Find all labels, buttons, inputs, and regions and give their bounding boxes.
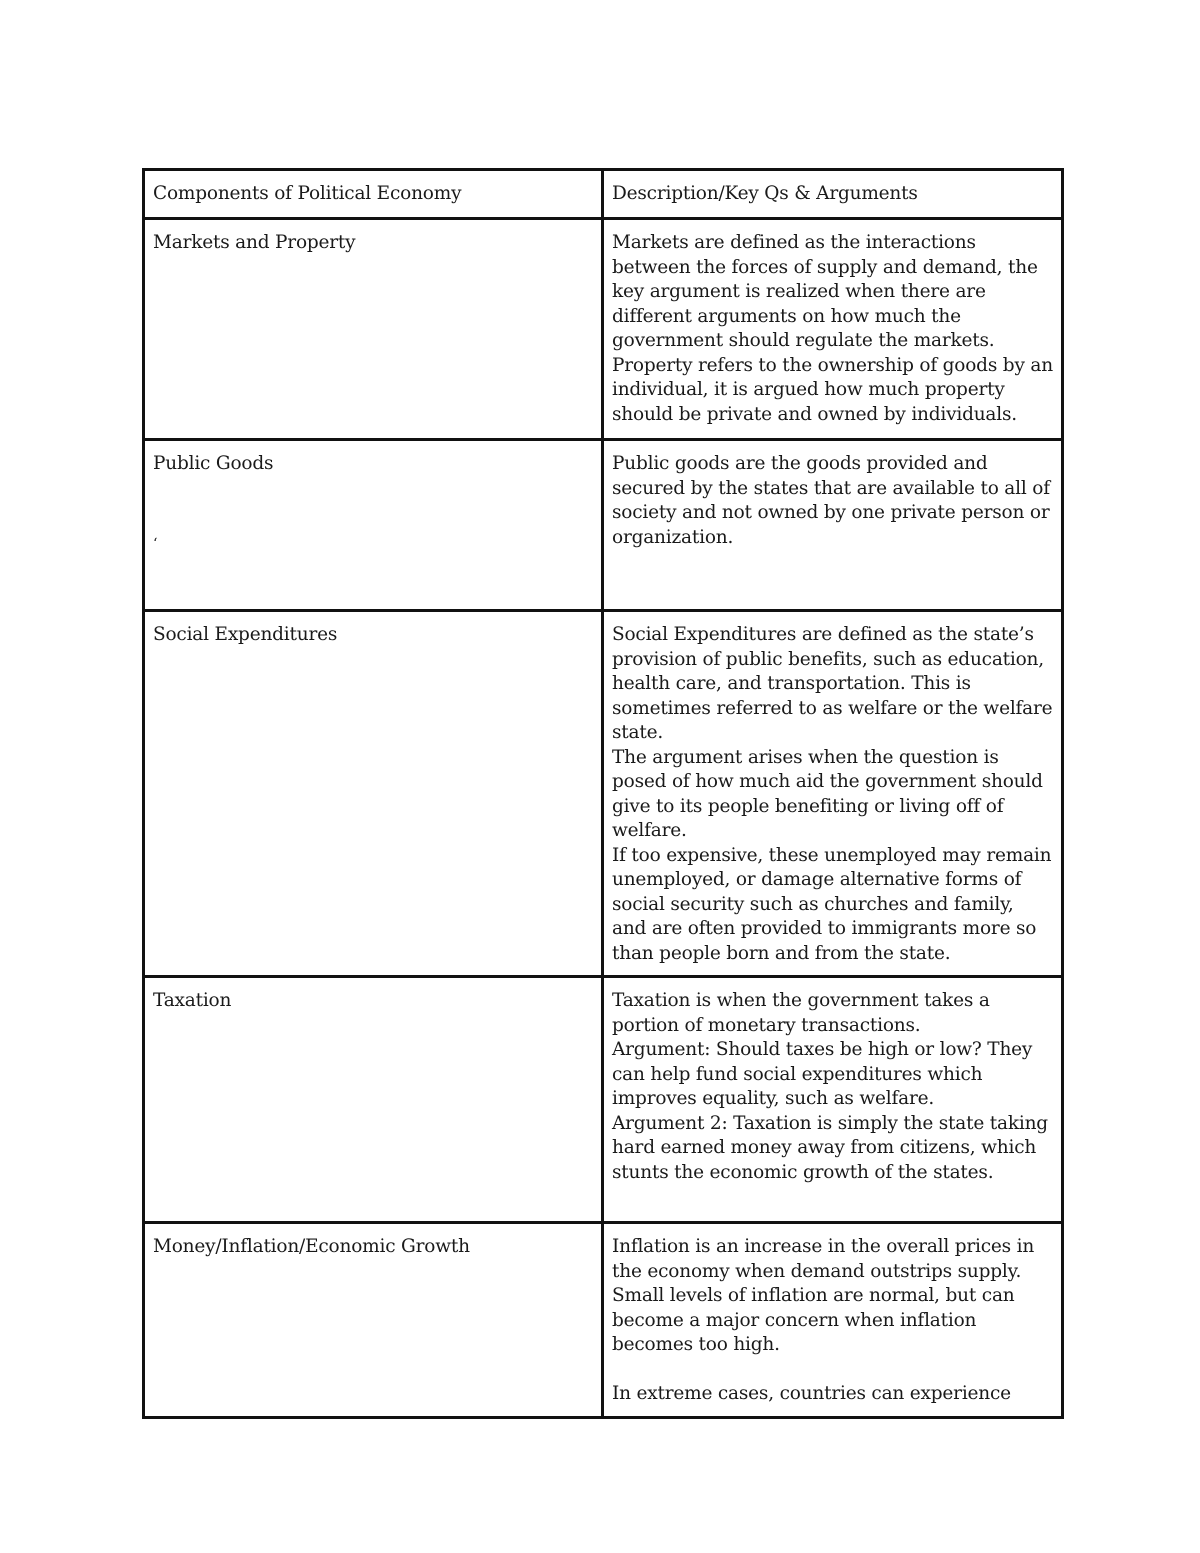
- header-description: Description/Key Qs & Arguments: [603, 170, 1063, 219]
- description-paragraph: If too expensive, these unemployed may remain unemployed, or damage alternative forms of social security such as churches and family, and are often provided to immigrants more so than people born and from the state.: [612, 844, 1052, 964]
- stray-mark: ‘: [153, 535, 158, 552]
- blank-line: [612, 1358, 1053, 1383]
- description-paragraph: Argument 2: Taxation is simply the state taking hard earned money away from citizens, which stunts the economic growth of the states.: [612, 1112, 1048, 1183]
- table-row: [144, 611, 1063, 977]
- political-economy-table: [142, 168, 1064, 1419]
- component-cell: [144, 440, 603, 611]
- table-row: [144, 219, 1063, 440]
- description-cell: [603, 1223, 1063, 1418]
- description-paragraph: Social Expenditures are defined as the state’s provision of public benefits, such as education, health care, and transportation. This is sometimes referred to as welfare or the welfare state.: [612, 624, 1053, 743]
- component-cell: Money/Inflation/Economic Growth: [144, 1223, 603, 1418]
- description-paragraph: Markets are defined as the interactions between the forces of supply and demand, the key argument is realized when there are different arguments on how much the government should regulate the markets.: [612, 232, 1038, 351]
- description-cell: [603, 219, 1063, 440]
- description-cell: [603, 611, 1063, 977]
- table-header-row: [144, 170, 1063, 219]
- table-row: [144, 977, 1063, 1223]
- description-paragraph: In extreme cases, countries can experience: [612, 1383, 1011, 1404]
- description-paragraph: The argument arises when the question is posed of how much aid the government should give to its people benefiting or living off of welfare.: [612, 746, 1043, 841]
- description-paragraph: Argument: Should taxes be high or low? They can help fund social expenditures which improves equality, such as welfare.: [612, 1039, 1033, 1109]
- description-paragraph: Taxation is when the government takes a portion of monetary transactions.: [612, 990, 990, 1036]
- description-paragraph: Property refers to the ownership of goods by an individual, it is argued how much property should be private and owned by individuals.: [612, 354, 1053, 425]
- description-paragraph: Inflation is an increase in the overall prices in the economy when demand outstrips supply. Small levels of inflation are normal, but can become a major concern when inflation becomes too high.: [612, 1236, 1035, 1355]
- table-row: [144, 1223, 1063, 1418]
- component-label: Public Goods: [153, 453, 274, 474]
- table-row: [144, 440, 1063, 611]
- description-cell: [603, 440, 1063, 611]
- component-cell: Taxation: [144, 977, 603, 1223]
- component-cell: Social Expenditures: [144, 611, 603, 977]
- description-cell: [603, 977, 1063, 1223]
- description-paragraph: Public goods are the goods provided and secured by the states that are available to all of society and not owned by one private person or organization.: [612, 453, 1050, 548]
- component-cell: Markets and Property: [144, 219, 603, 440]
- header-components: Components of Political Economy: [144, 170, 603, 219]
